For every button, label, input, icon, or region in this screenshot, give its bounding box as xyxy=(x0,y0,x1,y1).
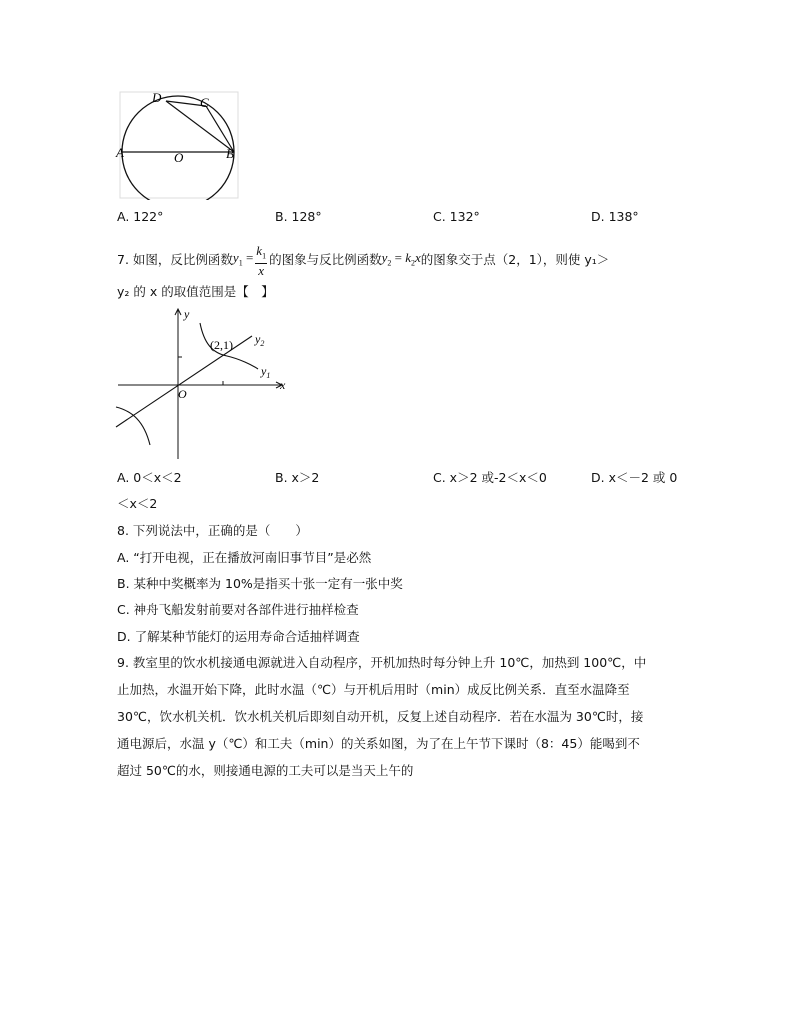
label-o: O xyxy=(174,150,184,165)
figure-frame xyxy=(120,92,238,198)
label-y2: $y_2$ xyxy=(255,332,265,348)
q8-option-c: C. 神舟飞船发射前要对各部件进行抽样检查 xyxy=(117,602,359,617)
q9-line-1: 9. 教室里的饮水机接通电源就进入自动程序，开机加热时每分钟上升 10℃，加热到 100℃，中 xyxy=(117,655,647,670)
q7-option-d-cont: ＜x＜2 xyxy=(117,496,158,511)
circle-figure xyxy=(112,88,242,200)
q7-stem-line2: y₂ 的 x 的取值范围是【 】 xyxy=(117,284,274,299)
label-y1: $y_1$ xyxy=(261,364,271,380)
label-x-axis: x xyxy=(280,378,286,392)
q7-stem-line1: 7. 如图，反比例函数 $y_1$ = $\frac{k_1}{x}$ 的图象与反比例函数 $y_2 = k_2x$ 的图象交于点（2，1），则使 y₁＞ xyxy=(117,243,610,278)
circle-outline xyxy=(122,96,234,200)
function-graph xyxy=(112,305,302,465)
q8-option-a: A. “打开电视，正在播放河南旧事节目”是必然 xyxy=(117,550,372,565)
hyperbola-branch-q3 xyxy=(116,407,150,445)
label-d: D xyxy=(152,90,162,105)
q6-option-b: B. 128° xyxy=(275,209,322,224)
label-y-axis: y xyxy=(184,307,190,321)
q6-option-c: C. 132° xyxy=(433,209,480,224)
label-point: (2,1) xyxy=(210,338,233,352)
q6-option-d: D. 138° xyxy=(591,209,639,224)
q9-line-2: 止加热，水温开始下降，此时水温（℃）与开机后用时（min）成反比例关系．直至水温降至 xyxy=(117,682,630,697)
q9-line-4: 通电源后，水温 y（℃）和工夫（min）的关系如图，为了在上午节下课时（8：45）能喝到不 xyxy=(117,736,640,751)
label-origin: O xyxy=(178,387,187,401)
q9-line-5: 超过 50℃的水，则接通电源的工夫可以是当天上午的 xyxy=(117,763,414,778)
q7-option-a: A. 0＜x＜2 xyxy=(117,470,182,485)
label-a: A xyxy=(116,145,124,160)
q8-option-b: B. 某种中奖概率为 10%是指买十张一定有一张中奖 xyxy=(117,576,403,591)
q8-option-d: D. 了解某种节能灯的运用寿命合适抽样调查 xyxy=(117,629,360,644)
q7-option-c: C. x＞2 或-2＜x＜0 xyxy=(433,470,547,485)
label-b: B xyxy=(226,146,234,161)
q7-option-d: D. x＜－2 或 0 xyxy=(591,470,678,485)
q7-option-b: B. x＞2 xyxy=(275,470,320,485)
label-c: C xyxy=(200,95,209,110)
q9-line-3: 30℃，饮水机关机．饮水机关机后即刻自动开机，反复上述自动程序．若在水温为 30℃时，接 xyxy=(117,709,644,724)
fraction-k1-over-x: $\frac{k_1}{x}$ xyxy=(256,243,267,278)
q8-stem: 8. 下列说法中，正确的是（ ） xyxy=(117,523,308,538)
q6-option-a: A. 122° xyxy=(117,209,164,224)
